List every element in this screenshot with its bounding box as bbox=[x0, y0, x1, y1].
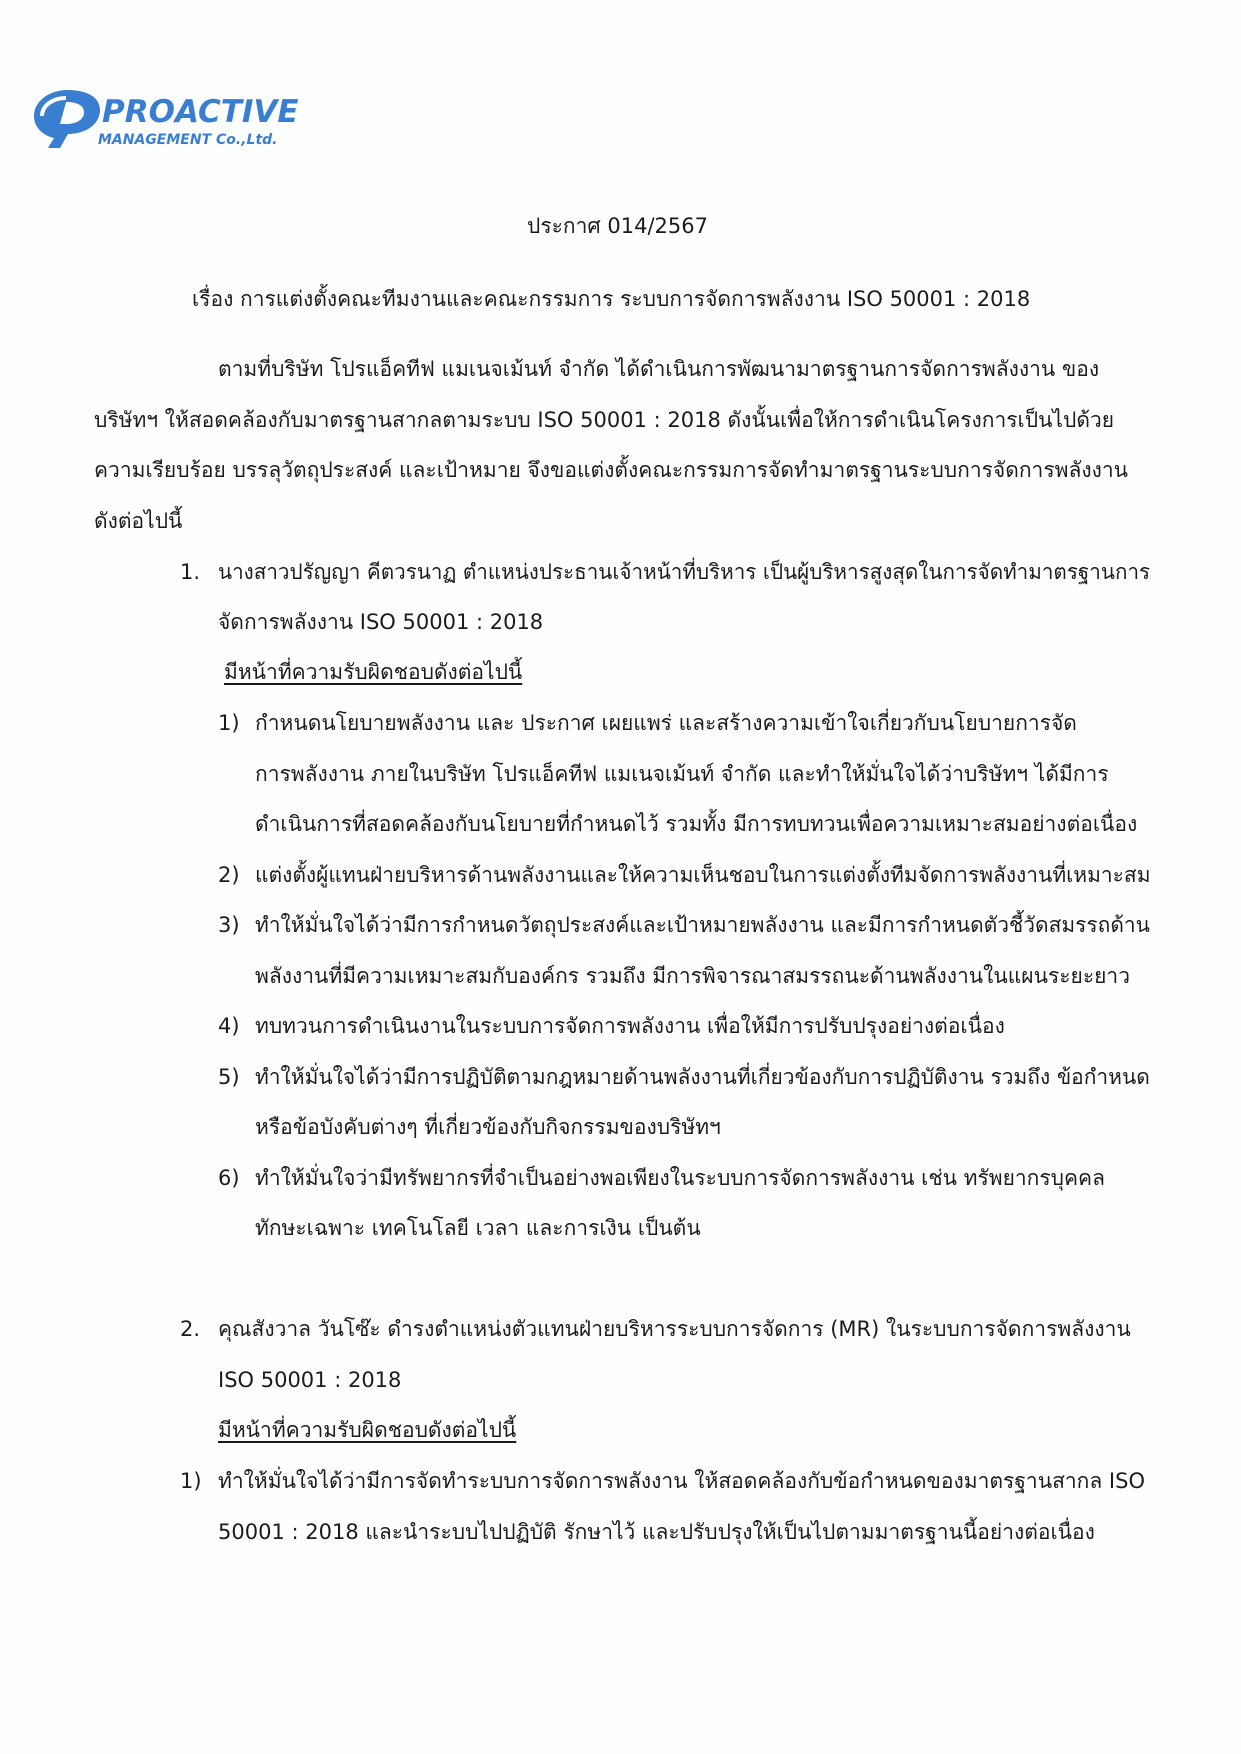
duty-line: ทักษะเฉพาะ เทคโนโลยี เวลา และการเงิน เป็นต้น bbox=[255, 1216, 701, 1240]
duties-heading: มีหน้าที่ความรับผิดชอบดังต่อไปนี้ bbox=[218, 1418, 517, 1442]
duty-line: ทำให้มั่นใจว่ามีทรัพยากรที่จำเป็นอย่างพอเพียงในระบบการจัดการพลังงาน เช่น ทรัพยากรบุคคล bbox=[255, 1166, 1105, 1190]
duty-line: ทำให้มั่นใจได้ว่ามีการจัดทำระบบการจัดการพลังงาน ให้สอดคล้องกับข้อกำหนดของมาตรฐานสากล ISO bbox=[218, 1469, 1145, 1493]
duty-line: ดำเนินการที่สอดคล้องกับนโยบายที่กำหนดไว้ รวมทั้ง มีการทบทวนเพื่อความเหมาะสมอย่างต่อเนื่อง bbox=[255, 812, 1138, 836]
duty-number: 5) bbox=[218, 1065, 240, 1089]
logo-subtitle: MANAGEMENT Co.,Ltd. bbox=[98, 132, 278, 148]
duty-line: กำหนดนโยบายพลังงาน และ ประกาศ เผยแพร่ และสร้างความเข้าใจเกี่ยวกับนโยบายการจัด bbox=[255, 711, 1077, 735]
member-number: 1. bbox=[180, 560, 201, 584]
duty-number: 3) bbox=[218, 913, 240, 937]
intro-line: บริษัทฯ ให้สอดคล้องกับมาตรฐานสากลตามระบบ ISO 50001 : 2018 ดังนั้นเพื่อให้การดำเนินโครงการเป็นไปด้วย bbox=[94, 408, 1115, 432]
duty-number: 2) bbox=[218, 863, 240, 887]
duty-number: 6) bbox=[218, 1166, 240, 1190]
announcement-subject: เรื่อง การแต่งตั้งคณะทีมงานและคณะกรรมการ ระบบการจัดการพลังงาน ISO 50001 : 2018 bbox=[192, 287, 1031, 311]
intro-line: ดังต่อไปนี้ bbox=[94, 509, 183, 533]
duty-number: 1) bbox=[180, 1469, 202, 1493]
duty-line: หรือข้อบังคับต่างๆ ที่เกี่ยวข้องกับกิจกรรมของบริษัทฯ bbox=[255, 1115, 721, 1139]
logo-name: PROACTIVE bbox=[102, 94, 299, 130]
member-line: นางสาวปรัญญา คีตวรนาฏ ตำแหน่งประธานเจ้าหน้าที่บริหาร เป็นผู้บริหารสูงสุดในการจัดทำมาตรฐานการ bbox=[218, 560, 1151, 584]
member-line: คุณสังวาล วันโซ๊ะ ดำรงตำแหน่งตัวแทนฝ่ายบริหารระบบการจัดการ (MR) ในระบบการจัดการพลังงาน bbox=[218, 1317, 1131, 1341]
member-number: 2. bbox=[180, 1317, 201, 1341]
company-logo bbox=[30, 80, 299, 160]
member-line: จัดการพลังงาน ISO 50001 : 2018 bbox=[218, 610, 544, 634]
member-line: ISO 50001 : 2018 bbox=[218, 1368, 402, 1392]
duty-line: 50001 : 2018 และนำระบบไปปฏิบัติ รักษาไว้ และปรับปรุงให้เป็นไปตามมาตรฐานนี้อย่างต่อเนื่อง bbox=[218, 1520, 1095, 1544]
announcement-number: ประกาศ 014/2567 bbox=[527, 214, 709, 238]
duties-heading: มีหน้าที่ความรับผิดชอบดังต่อไปนี้ bbox=[224, 660, 523, 684]
intro-line: ตามที่บริษัท โปรแอ็คทีฟ แมเนจเม้นท์ จำกัด ได้ดำเนินการพัฒนามาตรฐานการจัดการพลังงาน ของ bbox=[218, 357, 1100, 381]
logo-mark-icon bbox=[30, 86, 106, 152]
duty-line: ทำให้มั่นใจได้ว่ามีการปฏิบัติตามกฎหมายด้านพลังงานที่เกี่ยวข้องกับการปฏิบัติงาน รวมถึง ข้อกำหนด bbox=[255, 1065, 1150, 1089]
duty-line: พลังงานที่มีความเหมาะสมกับองค์กร รวมถึง มีการพิจารณาสมรรถนะด้านพลังงานในแผนระยะยาว bbox=[255, 964, 1130, 988]
duty-line: ทำให้มั่นใจได้ว่ามีการกำหนดวัตถุประสงค์และเป้าหมายพลังงาน และมีการกำหนดตัวชี้วัดสมรรถด้าน bbox=[255, 913, 1151, 937]
duty-number: 4) bbox=[218, 1014, 240, 1038]
intro-line: ความเรียบร้อย บรรลุวัตถุประสงค์ และเป้าหมาย จึงขอแต่งตั้งคณะกรรมการจัดทำมาตรฐานระบบการจัดการพลังงาน bbox=[94, 458, 1128, 482]
duty-number: 1) bbox=[218, 711, 240, 735]
duty-line: ทบทวนการดำเนินงานในระบบการจัดการพลังงาน เพื่อให้มีการปรับปรุงอย่างต่อเนื่อง bbox=[255, 1014, 1005, 1038]
duty-line: การพลังงาน ภายในบริษัท โปรแอ็คทีฟ แมเนจเม้นท์ จำกัด และทำให้มั่นใจได้ว่าบริษัทฯ ได้มีการ bbox=[255, 762, 1109, 786]
duty-line: แต่งตั้งผู้แทนฝ่ายบริหารด้านพลังงานและให้ความเห็นชอบในการแต่งตั้งทีมจัดการพลังงานที่เหมาะสม bbox=[255, 863, 1151, 887]
